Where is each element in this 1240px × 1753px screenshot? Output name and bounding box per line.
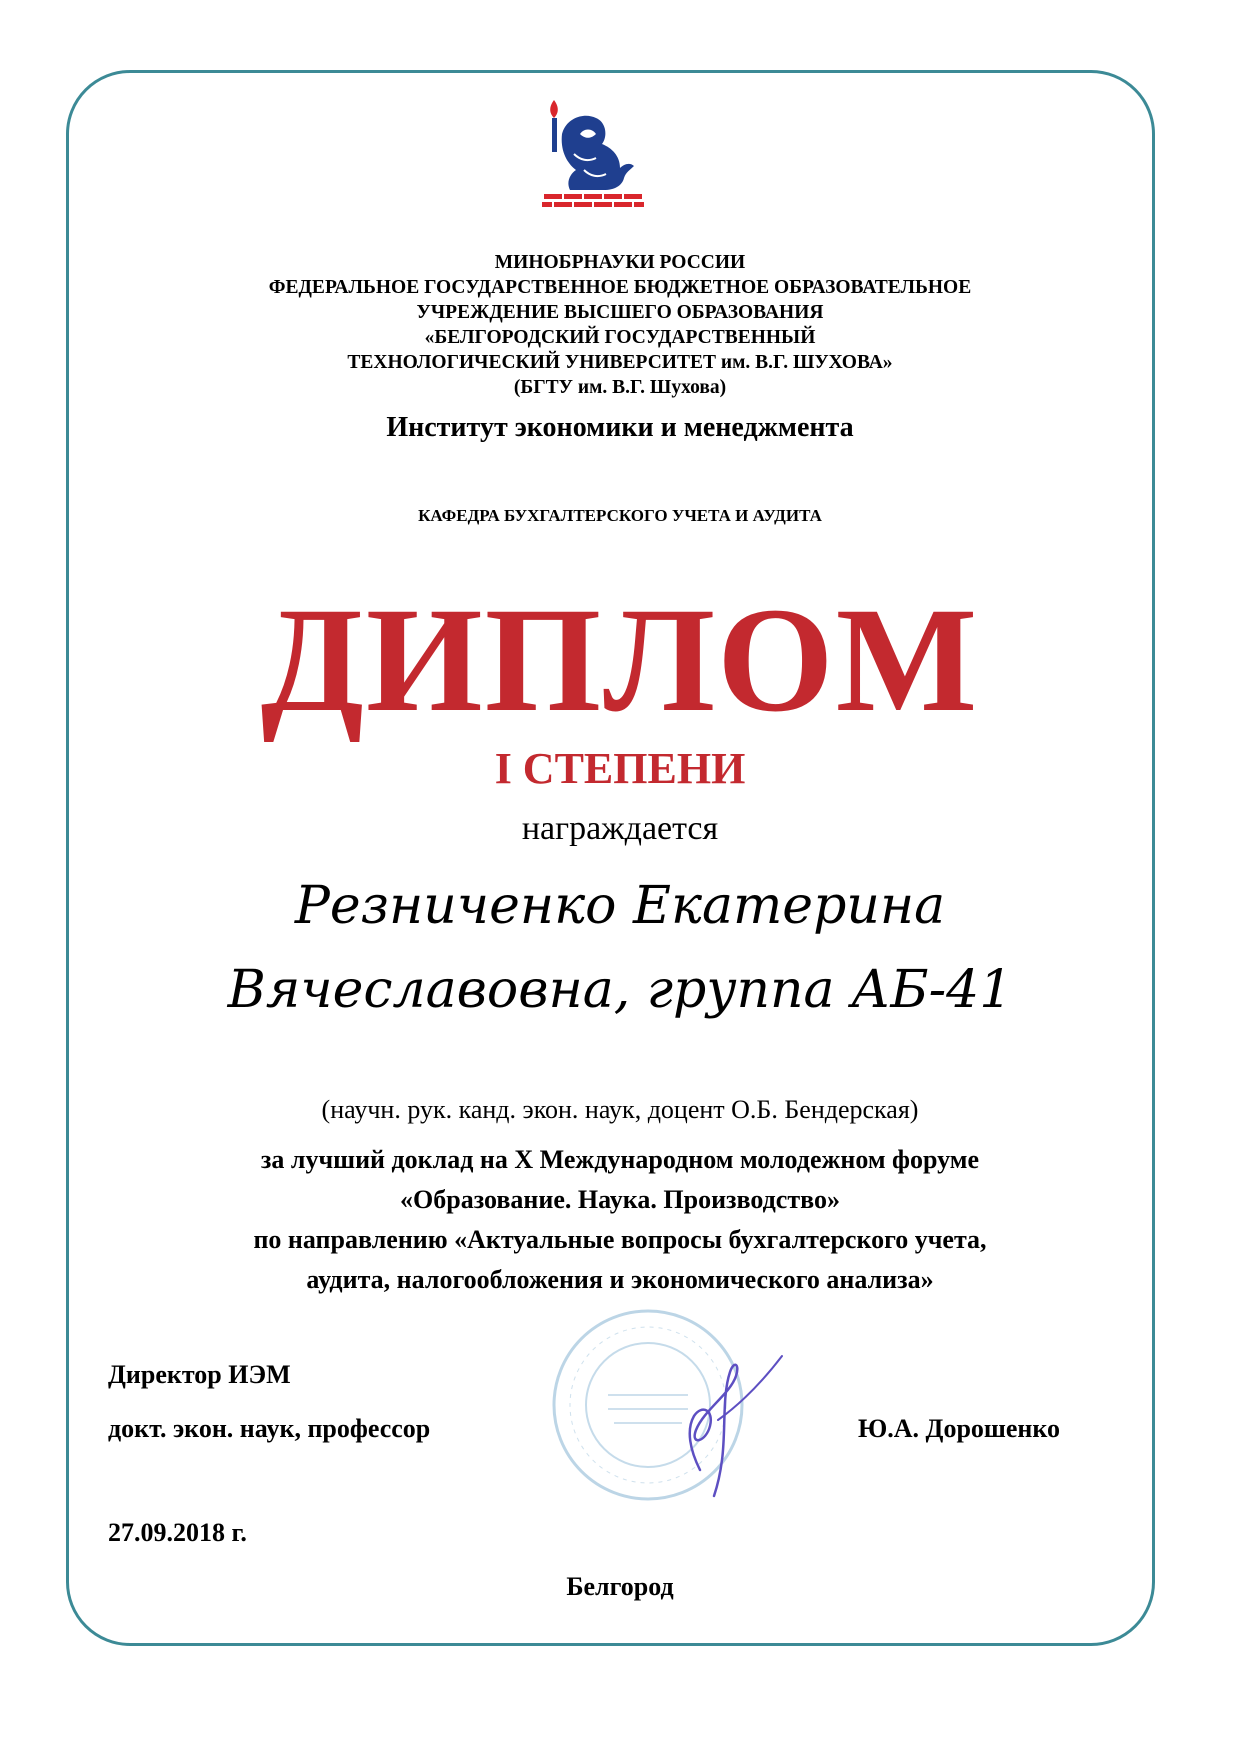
header-line: «БЕЛГОРОДСКИЙ ГОСУДАРСТВЕННЫЙ [424, 327, 816, 348]
reason-line: за лучший доклад на Х Международном молодежном форуме [260, 1145, 980, 1174]
director-title: Директор ИЭМ [108, 1360, 291, 1389]
director-signature-icon [660, 1350, 790, 1500]
institute-name: Институт экономики и менеджмента [386, 412, 854, 443]
reason-line: «Образование. Наука. Производство» [400, 1185, 840, 1214]
awarded-text: награждается [521, 810, 719, 847]
lion-with-torch-logo-icon [540, 94, 646, 214]
award-reason [0, 1140, 1240, 1300]
reason-line: аудита, налогообложения и экономического анализа» [306, 1265, 934, 1294]
director-name: Ю.А. Дорошенко [858, 1414, 1061, 1443]
city-name: Белгород [566, 1572, 674, 1601]
issue-date: 27.09.2018 г. [108, 1518, 247, 1547]
recipient-name-line2: Вячеславовна, группа АБ-41 [227, 960, 1013, 1020]
header-line: МИНОБРНАУКИ РОССИИ [494, 252, 746, 273]
diploma-degree: I СТЕПЕНИ [494, 744, 746, 793]
header-line: ФЕДЕРАЛЬНОЕ ГОСУДАРСТВЕННОЕ БЮДЖЕТНОЕ ОБРАЗОВАТЕЛЬНОЕ [268, 277, 972, 298]
header-line: УЧРЕЖДЕНИЕ ВЫСШЕГО ОБРАЗОВАНИЯ [416, 302, 824, 323]
header-line: (БГТУ им. В.Г. Шухова) [513, 377, 727, 398]
supervisor-text: (научн. рук. канд. экон. наук, доцент О.Б. Бендерская) [321, 1095, 919, 1124]
recipient-name-line1: Резниченко Екатерина [294, 876, 946, 936]
director-degree: докт. экон. наук, профессор [108, 1414, 431, 1443]
department-name: КАФЕДРА БУХГАЛТЕРСКОГО УЧЕТА И АУДИТА [418, 506, 822, 525]
ministry-header [0, 250, 1240, 400]
diploma-title: ДИПЛОМ [260, 577, 980, 743]
header-line: ТЕХНОЛОГИЧЕСКИЙ УНИВЕРСИТЕТ им. В.Г. ШУХОВА» [347, 352, 893, 373]
reason-line: по направлению «Актуальные вопросы бухгалтерского учета, [253, 1225, 987, 1254]
